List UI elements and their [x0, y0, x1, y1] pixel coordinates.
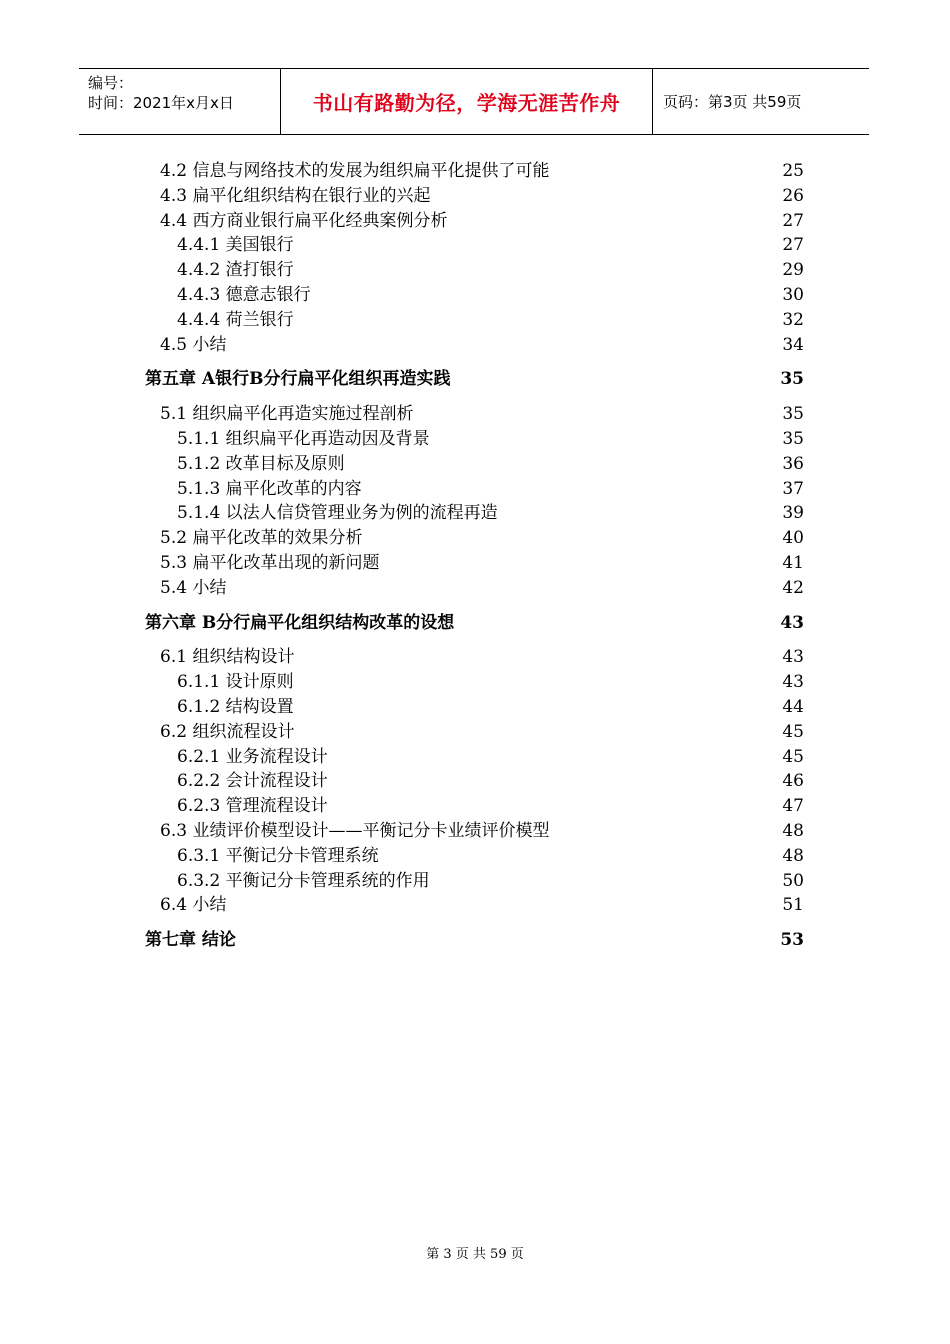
header-meta	[79, 69, 281, 134]
toc-page-number: 34	[782, 334, 804, 355]
toc-entry-title: 6.1.1 设计原则	[177, 672, 294, 693]
toc-page-number: 25	[782, 161, 804, 181]
toc-page-number: 44	[782, 697, 804, 717]
toc-chapter-title: 第七章 结论	[145, 930, 236, 951]
toc-entry-title: 4.2 信息与网络技术的发展为组织扁平化提供了可能	[160, 161, 550, 181]
toc-entry-title: 4.4.4 荷兰银行	[177, 309, 294, 330]
toc-entry-title: 6.2.1 业务流程设计	[177, 746, 328, 767]
toc-entry-title: 6.2.2 会计流程设计	[177, 771, 328, 792]
toc-entry-title: 4.3 扁平化组织结构在银行业的兴起	[160, 185, 431, 206]
toc-entry-title: 5.1 组织扁平化再造实施过程剖析	[160, 404, 414, 425]
toc-entry-title: 6.1.2 结构设置	[177, 697, 294, 717]
toc-page-number: 27	[782, 210, 804, 231]
toc-entry-title: 5.4 小结	[160, 577, 227, 598]
toc-page-number: 42	[782, 577, 804, 598]
toc-entry-title: 6.4 小结	[160, 895, 227, 916]
toc-entry-title: 6.1 组织结构设计	[160, 647, 295, 668]
toc-page-number: 40	[782, 528, 804, 549]
toc-page-number: 37	[782, 478, 804, 499]
toc-entry-title: 4.4 西方商业银行扁平化经典案例分析	[160, 210, 448, 231]
toc-page-number: 50	[782, 870, 804, 891]
toc-page-number: 43	[782, 647, 804, 668]
toc-entry-title: 4.4.1 美国银行	[177, 235, 294, 256]
toc-page-number: 45	[782, 746, 804, 767]
document-time-label: 时间：2021年x月x日	[88, 94, 234, 112]
toc-entry-title: 5.2 扁平化改革的效果分析	[160, 528, 363, 549]
toc-page-number: 51	[782, 895, 804, 916]
header-motto: 书山有路勤为径，学海无涯苦作舟	[281, 69, 653, 134]
toc-page-number: 39	[782, 503, 804, 524]
toc-page-number: 26	[782, 185, 804, 206]
page-footer: 第 3 页 共 59 页	[426, 1247, 524, 1262]
toc-entry-title: 5.3 扁平化改革出现的新问题	[160, 553, 380, 573]
toc-entry-title: 6.3 业绩评价模型设计——平衡记分卡业绩评价模型	[160, 821, 550, 841]
toc-entry-title: 5.1.1 组织扁平化再造动因及背景	[177, 429, 430, 449]
toc-entry-title: 4.4.3 德意志银行	[177, 285, 311, 305]
header-page-info: 页码：第3页 共59页	[663, 93, 802, 111]
toc-page-number: 46	[782, 771, 804, 792]
toc-entry-title: 6.3.2 平衡记分卡管理系统的作用	[177, 870, 430, 891]
toc-page-number: 29	[782, 260, 804, 281]
toc-entry-title: 5.1.3 扁平化改革的内容	[177, 478, 362, 499]
toc-page-number: 47	[782, 796, 804, 817]
toc-chapter-title: 第五章 A银行B分行扁平化组织再造实践	[145, 369, 451, 390]
toc-entry-title: 6.3.1 平衡记分卡管理系统	[177, 845, 379, 866]
toc-page-number: 43	[780, 612, 804, 633]
toc-page-number: 53	[780, 930, 804, 951]
toc-page-number: 35	[780, 369, 804, 390]
toc-entry-title: 6.2.3 管理流程设计	[177, 796, 328, 817]
toc-page-number: 43	[782, 672, 804, 693]
toc-page-number: 41	[782, 553, 804, 573]
toc-page-number: 27	[782, 235, 804, 256]
toc-entry-title: 5.1.2 改革目标及原则	[177, 453, 345, 474]
toc-page-number: 30	[782, 285, 804, 305]
toc-page-number: 35	[782, 429, 804, 449]
toc-entry-title: 4.5 小结	[160, 334, 227, 355]
toc-page-number: 45	[782, 721, 804, 742]
toc-chapter-title: 第六章 B分行扁平化组织结构改革的设想	[145, 612, 455, 633]
page-header	[79, 68, 869, 135]
toc-page-number: 36	[782, 453, 804, 474]
document-number-label: 编号：	[88, 74, 134, 92]
toc-page-number: 35	[782, 404, 804, 425]
toc-page-number: 48	[782, 845, 804, 866]
toc-page-number: 32	[782, 309, 804, 330]
toc-page-number: 48	[782, 821, 804, 841]
toc-entry-title: 5.1.4 以法人信贷管理业务为例的流程再造	[177, 503, 498, 524]
toc-entry-title: 4.4.2 渣打银行	[177, 260, 294, 281]
toc-entry-title: 6.2 组织流程设计	[160, 721, 295, 742]
